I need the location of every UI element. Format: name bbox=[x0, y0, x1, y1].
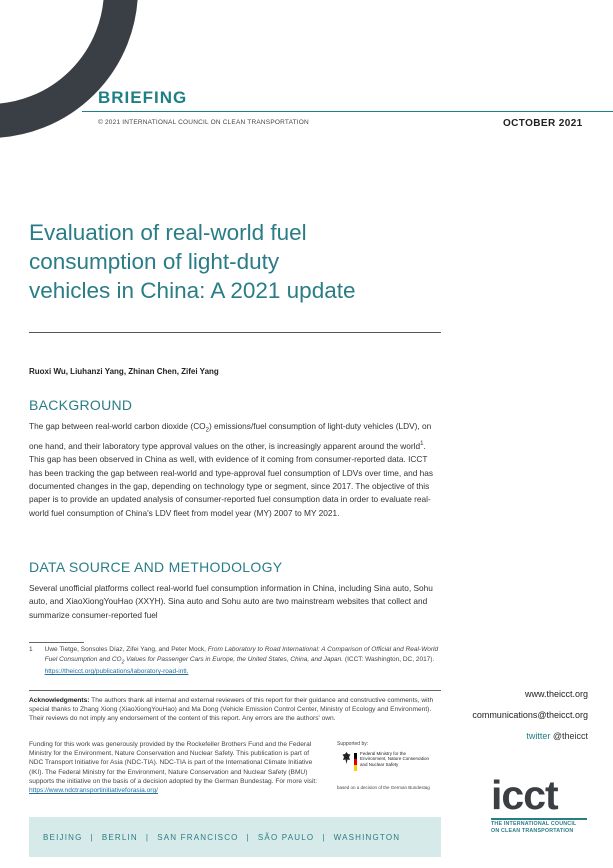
twitter-handle: @theicct bbox=[550, 731, 588, 741]
acknowledgments: Acknowledgments: The authors thank all internal and external reviewers of this report for their guidance and constructive comments, with special thanks to Zhang Xiong (XiaoXiongYouHao) and Ma Dong (Vehicle Emission Control Center, Ministry of Ecology and Environment). Their reviews do not imply any endorsement of the content of this report. Any errors are the authors' own. bbox=[29, 697, 434, 723]
email-link[interactable]: communications@theicct.org bbox=[472, 710, 588, 720]
footnote-text: Uwe Tietge, Sonsoles Díaz, Zifei Yang, and Peter Mock, From Laboratory to Road International: A Comparison of Official and Real-World Fuel Consumption and $CO_2$ Values for Passenger Cars in Europe, the United States, China, and Japan. (ICCT: Washington, DC, 2017). https://theicct.org/publications/laboratory-road-intl. bbox=[44, 646, 439, 676]
publication-date: OCTOBER 2021 bbox=[503, 118, 583, 129]
logo-caption: THE INTERNATIONAL COUNCIL ON CLEAN TRANSPORTATION bbox=[491, 821, 577, 834]
supported-by-label: Supported by: bbox=[337, 741, 369, 747]
city-label: SAN FRANCISCO bbox=[157, 832, 239, 842]
background-paragraph: The gap between real-world carbon dioxide $(CO_2)$ emissions/fuel consumption of light-duty vehicles (LDV), on one hand, and their laboratory type approval values on the other, is increasingly apparent around the world$^1$. This gap has been observed in China as well, with evidence of it coming from consumer-reported data. ICCT has been tracking the gap between real-world and type-approval fuel consumption of LDVs over time, and has documented changes in the gap, depending on technology type or segment, since 2017. The objective of this paper is to provide an updated analysis of consumer-reported fuel consumption data in order to evaluate real-world fuel consumption of China's LDV fleet from model year (MY) 2007 to MY 2021. bbox=[29, 421, 434, 518]
federal-eagle-icon bbox=[342, 751, 351, 773]
city-label: BERLIN bbox=[101, 832, 138, 842]
section-heading-data-source: DATA SOURCE AND METHODOLOGY bbox=[29, 559, 283, 575]
data-source-paragraph: Several unofficial platforms collect real-world fuel consumption information in China, including Sina auto, Sohu auto, and XiaoXiongYouHao (XXYH). Sina auto and Sohu auto are two mainstream websites that collect and summarize consumer-reported fuel bbox=[29, 583, 433, 620]
footnote-number: 1 bbox=[29, 646, 33, 653]
acknowledgments-rule bbox=[29, 690, 441, 691]
footnote-rule bbox=[29, 642, 84, 643]
title-line: Evaluation of real-world fuel bbox=[29, 220, 307, 245]
bmu-decision-note: based on a decision of the German Bundestag bbox=[337, 785, 430, 790]
website-link[interactable]: www.theicct.org bbox=[524, 689, 588, 699]
footnote-link[interactable]: https://theicct.org/publications/laboratory-road-intl. bbox=[44, 668, 189, 676]
twitter-label: twitter bbox=[526, 731, 551, 741]
decorative-ring bbox=[0, 0, 138, 138]
city-label: WASHINGTON bbox=[333, 832, 401, 842]
copyright-notice: © 2021 INTERNATIONAL COUNCIL ON CLEAN TRANSPORTATION bbox=[98, 119, 309, 126]
footnote bbox=[29, 645, 441, 677]
bmu-ministry-name: Federal Ministry for the Environment, Nature Conservation and Nuclear Safety bbox=[360, 751, 430, 767]
title-rule bbox=[29, 332, 441, 333]
funding-link[interactable]: https://www.ndctransportinitiativeforasia.org/ bbox=[29, 787, 159, 795]
office-locations-bar: BEIJING | BERLIN | SAN FRANCISCO | SÃO PAULO | WASHINGTON bbox=[29, 817, 441, 857]
author-list: Ruoxi Wu, Liuhanzi Yang, Zhinan Chen, Zifei Yang bbox=[29, 367, 219, 376]
document-type-label: BRIEFING bbox=[98, 88, 188, 107]
funding-statement: Funding for this work was generously provided by the Rockefeller Brothers Fund and the Federal Ministry for the Environment, Nature Conservation and Nuclear Safety. This publication is part of NDC Transport Initiative for Asia (NDC-TIA). NDC-TIA is part of the International Climate Initiative (IKI). The Federal Ministry for the Environment, Nature Conservation and Nuclear Safety (BMU) supports the initiative on the basis of a decision adopted by the German Bundestag. For more visit: https://www.ndctransportinitiativeforasia.org/ bbox=[29, 741, 318, 795]
title-line: vehicles in China: A 2021 update bbox=[29, 278, 356, 303]
bmu-support-block bbox=[337, 741, 447, 790]
icct-logo: icct bbox=[491, 772, 558, 818]
city-label: BEIJING bbox=[43, 832, 83, 842]
logo-rule bbox=[491, 818, 587, 820]
header-rule bbox=[82, 111, 613, 112]
city-label: SÃO PAULO bbox=[257, 832, 315, 842]
german-flag-icon bbox=[354, 753, 357, 771]
section-heading-background: BACKGROUND bbox=[29, 397, 133, 413]
twitter-link[interactable] bbox=[526, 731, 588, 741]
document-title bbox=[29, 218, 449, 305]
title-line: consumption of light-duty bbox=[29, 249, 280, 274]
